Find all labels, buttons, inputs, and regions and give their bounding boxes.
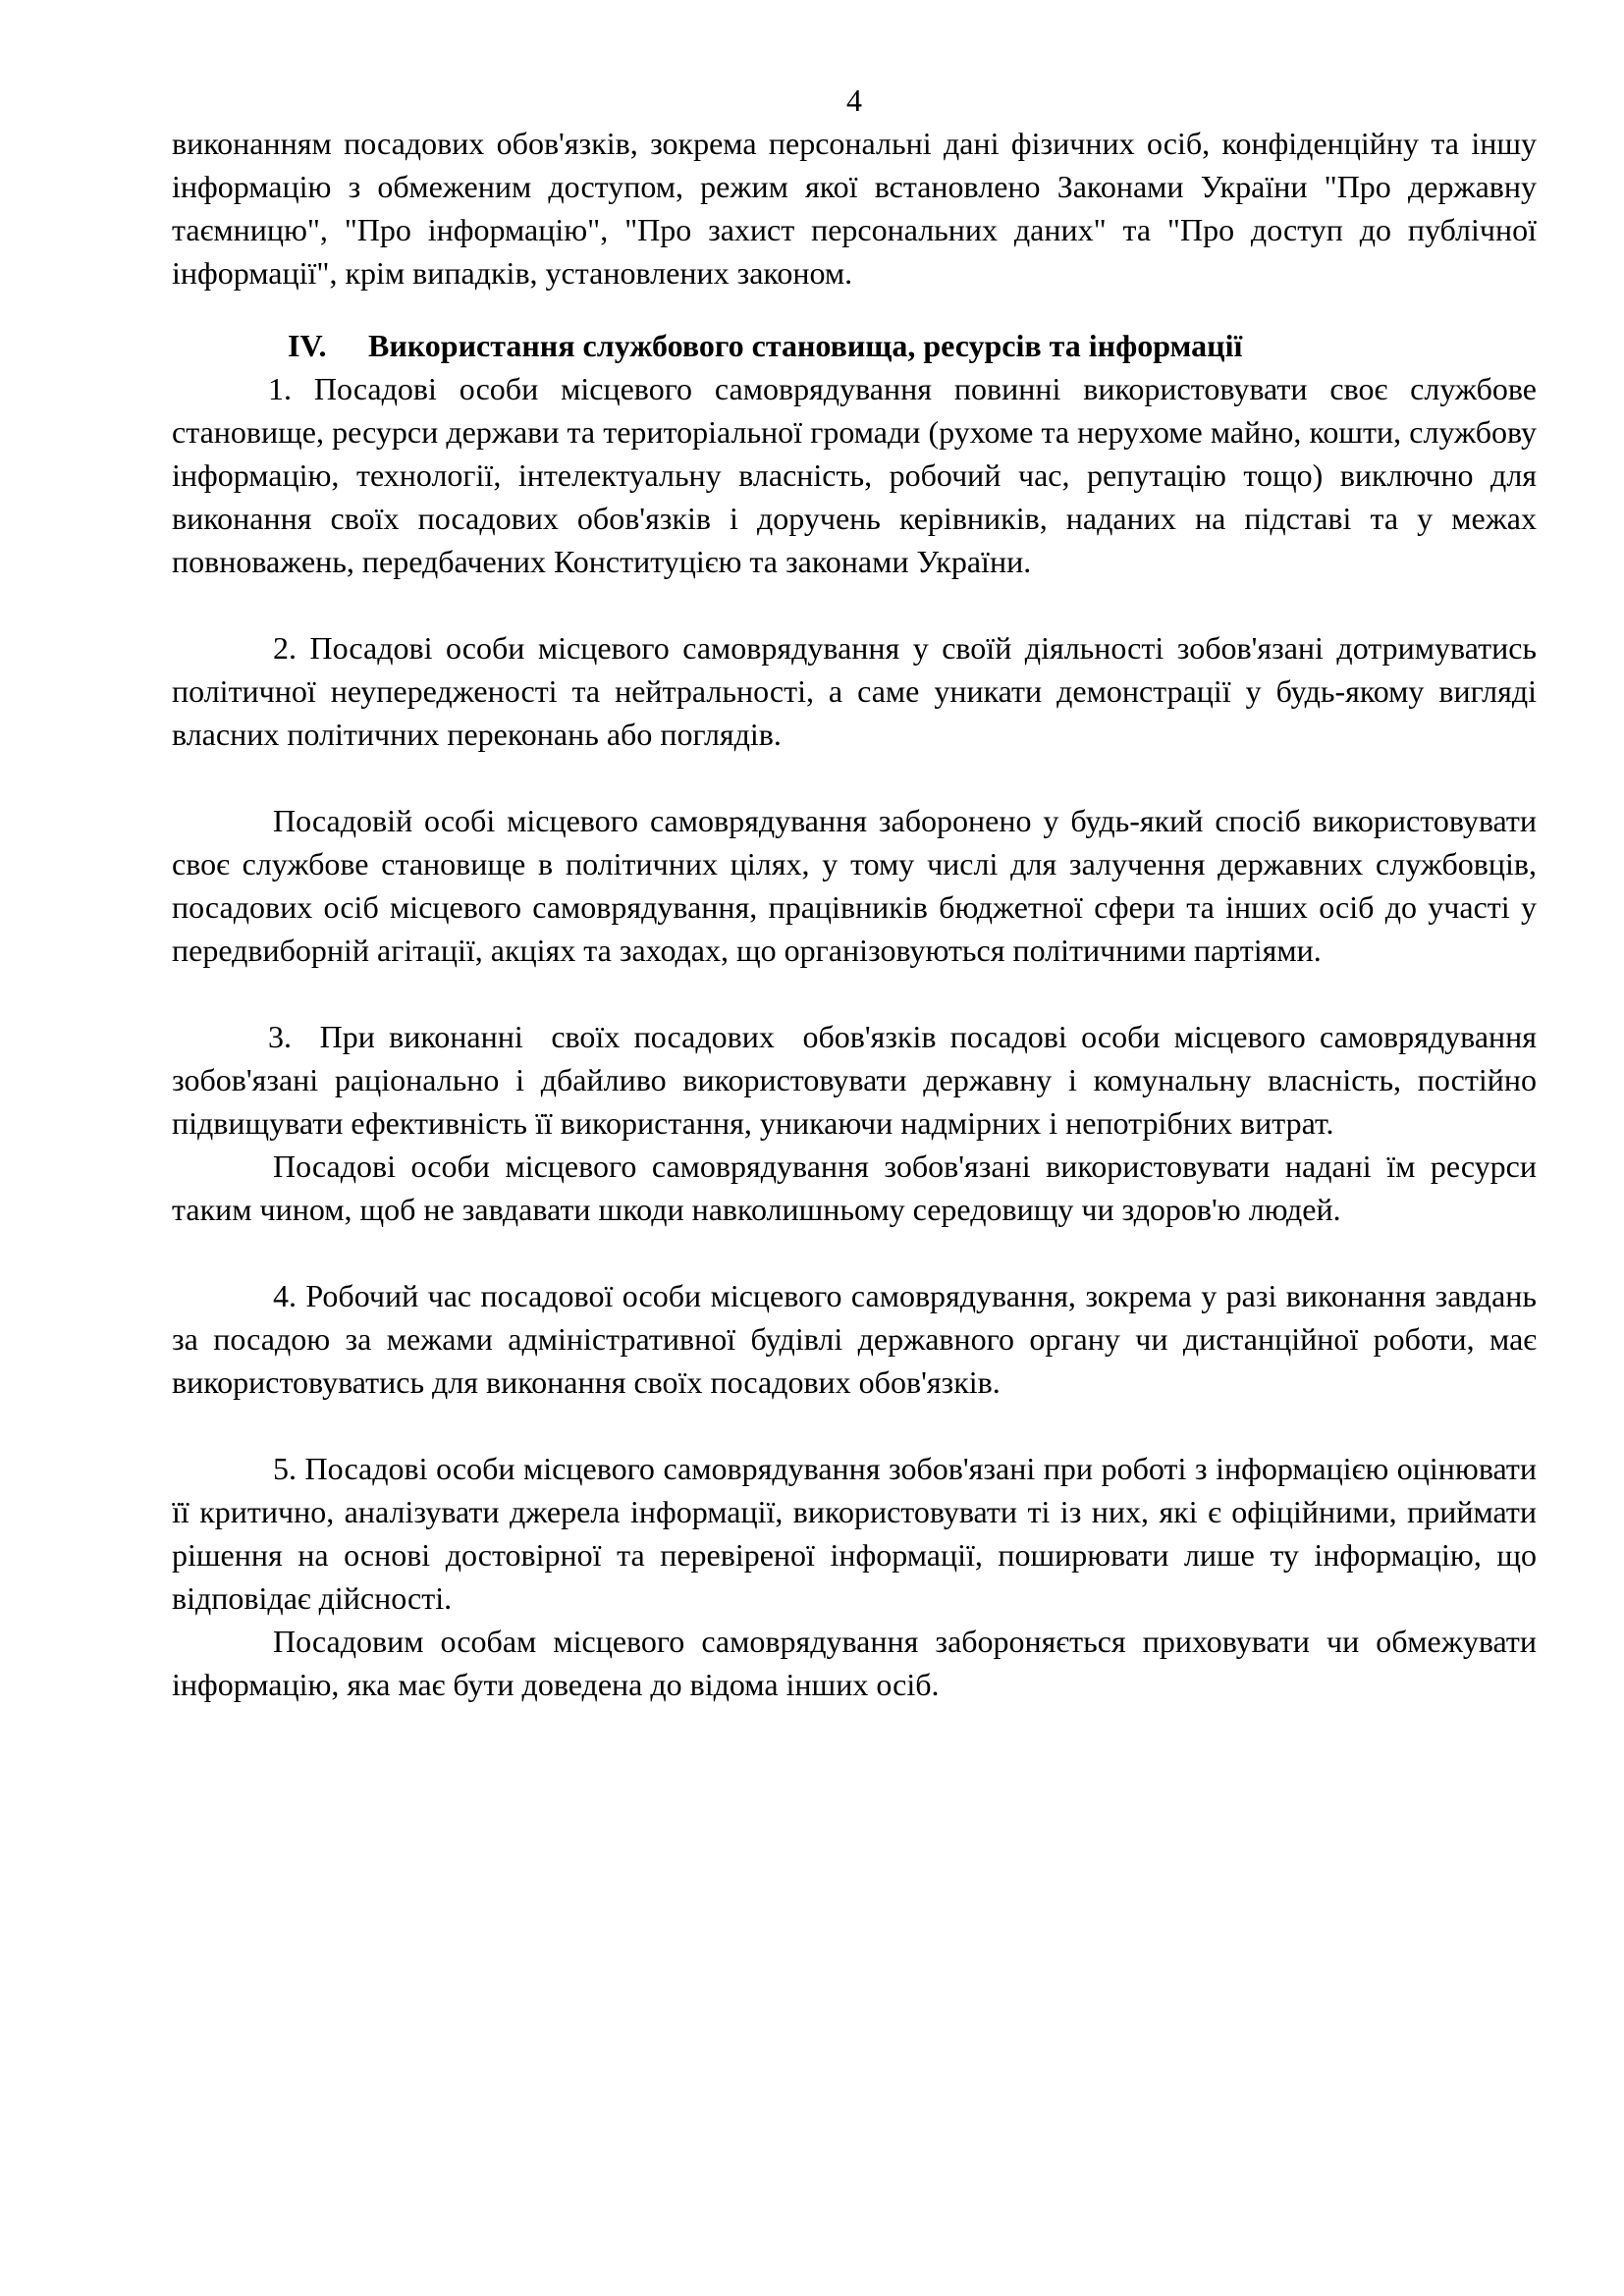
spacer [172, 294, 1537, 324]
page-number: 4 [846, 82, 862, 118]
paragraph-3-continued: Посадові особи місцевого самоврядування зобов'язані використовувати надані їм ресурси таким чином, щоб не завдавати шкоди навколишньому середовищу чи здоров'ю людей. [172, 1148, 1537, 1227]
spacer [172, 972, 1537, 1015]
section-number: IV. [288, 328, 327, 363]
section-heading [172, 324, 1537, 367]
paragraph-5: 5. Посадові особи місцевого самоврядування зобов'язані при роботі з інформацією оцінювати її критично, аналізувати джерела інформації, використовувати ті із них, які є офіційними, приймати рішення на основі достовірної та перевіреної інформації, поширювати лише ту інформацію, що відповідає дійсності. [172, 1451, 1537, 1616]
paragraph-4: 4. Робочий час посадової особи місцевого самоврядування, зокрема у разі виконання завдань за посадою за межами адміністративної будівлі державного органу чи дистанційної роботи, має використовуватись для виконання своїх посадових обов'язків. [172, 1278, 1537, 1400]
spacer [172, 583, 1537, 626]
continuation-paragraph: виконанням посадових обов'язків, зокрема персональні дані фізичних осіб, конфіденційну та іншу інформацію з обмеженим доступом, режим якої встановлено Законами України "Про державну таємницю", "Про інформацію", "Про захист персональних даних" та "Про доступ до публічної інформації", крім випадків, установлених законом. [172, 126, 1537, 291]
section-title: Використання службового становища, ресурсів та інформації [368, 328, 1243, 363]
spacer [172, 756, 1537, 799]
paragraph-3: 3. При виконанні своїх посадових обов'язків посадові особи місцевого самоврядування зобов'язані раціонально і дбайливо використовувати державну і комунальну власність, постійно підвищувати ефективність її використання, уникаючи надмірних і непотрібних витрат. [172, 1019, 1544, 1141]
paragraph-2: 2. Посадові особи місцевого самоврядування у своїй діяльності зобов'язані дотримуватись політичної неупередженості та нейтральності, а саме уникати демонстрації у будь-якому вигляді власних політичних переконань або поглядів. [172, 630, 1537, 752]
document-page [172, 79, 1544, 1706]
spacer [172, 1404, 1537, 1447]
paragraph-5-continued: Посадовим особам місцевого самоврядування забороняється приховувати чи обмежувати інформацію, яка має бути доведена до відома інших осіб. [172, 1624, 1537, 1702]
paragraph-2-continued: Посадовій особі місцевого самоврядування заборонено у будь-який спосіб використовувати своє службове становище в політичних цілях, у тому числі для залучення державних службовців, посадових осіб місцевого самоврядування, працівників бюджетної сфери та інших осіб до участі у передвиборній агітації, акціях та заходах, що організовуються політичними партіями. [172, 803, 1537, 968]
paragraph-1: 1. Посадові особи місцевого самоврядування повинні використовувати своє службове становище, ресурси держави та територіальної громади (рухоме та нерухоме майно, кошти, службову інформацію, технології, інтелектуальну власність, робочий час, репутацію тощо) виключно для виконання своїх посадових обов'язків і доручень керівників, наданих на підставі та у межах повноважень, передбачених Конституцією та законами України. [172, 371, 1537, 579]
spacer [172, 1231, 1537, 1274]
